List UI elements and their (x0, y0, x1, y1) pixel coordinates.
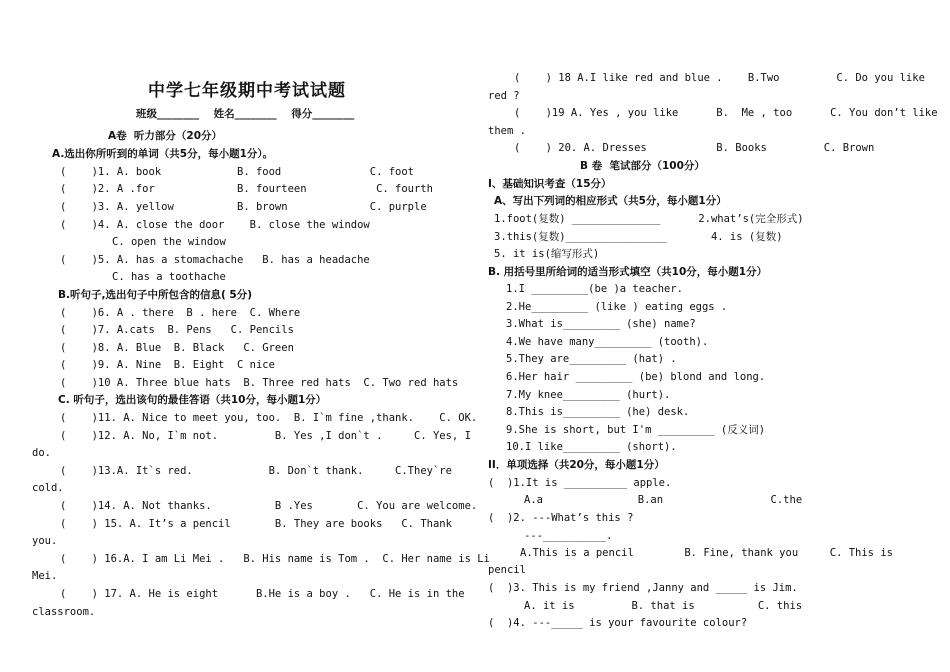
page-title: 中学七年级期中考试试题 (148, 81, 346, 101)
right-question-line: 6.Her hair _________ (be) blond and long. (506, 371, 766, 383)
left-question-line: ( )1. A. book B. food C. foot (60, 166, 415, 178)
right-question-line: ( ) 20. A. Dresses B. Books C. Brown (514, 142, 875, 154)
left-question-line: ( )5. A. has a stomachache B. has a headache (60, 254, 370, 266)
left-question-line: ( )8. A. Blue B. Black C. Green (60, 342, 294, 354)
left-question-line: ( )7. A.cats B. Pens C. Pencils (60, 324, 294, 336)
right-question-line: 5. it is(缩写形式) (494, 248, 600, 260)
right-question-line: ( )2. ---What’s this ? (488, 512, 634, 524)
left-question-line: ( )13.A. It`s red. B. Don`t thank. C.They`re (60, 465, 452, 477)
left-question-line: classroom. (32, 606, 96, 618)
left-section-heading: C. 听句子，选出该句的最佳答语（共10分，每小题1分） (58, 394, 327, 406)
left-section-heading: B.听句子,选出句子中所包含的信息( 5分) (58, 289, 253, 301)
right-question-line: ( )19 A. Yes , you like B. Me , too C. You don’t like (514, 107, 938, 119)
right-question-line: 2.He_________ (like ) eating eggs . (506, 301, 728, 313)
left-question-line: ( )11. A. Nice to meet you, too. B. I`m fine ,thank. C. OK. (60, 412, 478, 424)
left-question-line: ( ) 17. A. He is eight B.He is a boy . C. He is in the (60, 588, 465, 600)
left-question-line: C. open the window (112, 236, 226, 248)
right-section-heading: B 卷 笔试部分（100分） (580, 160, 705, 172)
left-section-heading: A卷 听力部分（20分） (108, 130, 223, 142)
left-question-line: ( )3. A. yellow B. brown C. purple (60, 201, 427, 213)
left-question-line: ( )12. A. No, I`m not. B. Yes ,I don`t . C. Yes, I (60, 430, 471, 442)
right-question-line: 8.This is_________ (he) desk. (506, 406, 690, 418)
right-question-line: ( )3. This is my friend ,Janny and _____ is Jim. (488, 582, 798, 594)
right-question-line: them . (488, 125, 526, 137)
right-question-line: 3.this(复数)________________ 4. is (复数) (494, 231, 783, 243)
left-question-line: ( )9. A. Nine B. Eight C nice (60, 359, 275, 371)
left-question-line: you. (32, 535, 58, 547)
left-question-line: ( )10 A. Three blue hats B. Three red hats C. Two red hats (60, 377, 459, 389)
left-question-line: ( )4. A. close the door B. close the window (60, 219, 370, 231)
right-section-heading: I、基础知识考查（15分） (488, 178, 612, 190)
right-question-line: A.a B.an C.the (524, 494, 803, 506)
left-question-line: ( )2. A .for B. fourteen C. fourth (60, 183, 433, 195)
right-question-line: 1.I _________(be )a teacher. (506, 283, 684, 295)
right-question-line: ( ) 18 A.I like red and blue . B.Two C. Do you like (514, 72, 925, 84)
right-question-line: pencil (488, 564, 526, 576)
right-question-line: 3.What is_________ (she) name? (506, 318, 696, 330)
right-question-line: 1.foot(复数) ______________ 2.what’s(完全形式) (494, 213, 804, 225)
right-section-heading: II．单项选择（共20分，每小题1分） (488, 459, 665, 471)
right-question-line: 4.We have many_________ (tooth). (506, 336, 709, 348)
right-section-heading: A、写出下列词的相应形式（共5分，每小题1分） (494, 195, 727, 207)
right-question-line: A.This is a pencil B. Fine, thank you C. This is (520, 547, 893, 559)
left-question-line: ( )6. A . there B . here C. Where (60, 307, 301, 319)
left-question-line: cold. (32, 482, 64, 494)
left-question-line: ( )14. A. Not thanks. B .Yes C. You are welcome. (60, 500, 478, 512)
left-question-line: Mei. (32, 570, 58, 582)
right-question-line: ---__________. (524, 530, 613, 542)
left-question-line: C. has a toothache (112, 271, 226, 283)
right-question-line: ( )4. ---_____ is your favourite colour? (488, 617, 748, 629)
right-question-line: 10.I like_________ (short). (506, 441, 677, 453)
left-question-line: do. (32, 447, 51, 459)
left-section-heading: A.选出你所听到的单词（共5分，每小题1分）。 (52, 148, 274, 160)
student-info-line: 班级________ 姓名________ 得分________ (136, 108, 355, 120)
left-question-line: ( ) 15. A. It’s a pencil B. They are books C. Thank (60, 518, 452, 530)
right-section-heading: B. 用括号里所给词的适当形式填空（共10分，每小题1分） (488, 266, 768, 278)
right-question-line: ( )1.It is __________ apple. (488, 477, 672, 489)
right-question-line: 7.My knee_________ (hurt). (506, 389, 671, 401)
left-question-line: ( ) 16.A. I am Li Mei . B. His name is Tom . C. Her name is Li (60, 553, 490, 565)
right-question-line: 5.They are_________ (hat) . (506, 353, 677, 365)
right-question-line: A. it is B. that is C. this (524, 600, 803, 612)
right-question-line: red ? (488, 90, 520, 102)
right-question-line: 9.She is short, but I'm _________ (反义词) (506, 424, 766, 436)
